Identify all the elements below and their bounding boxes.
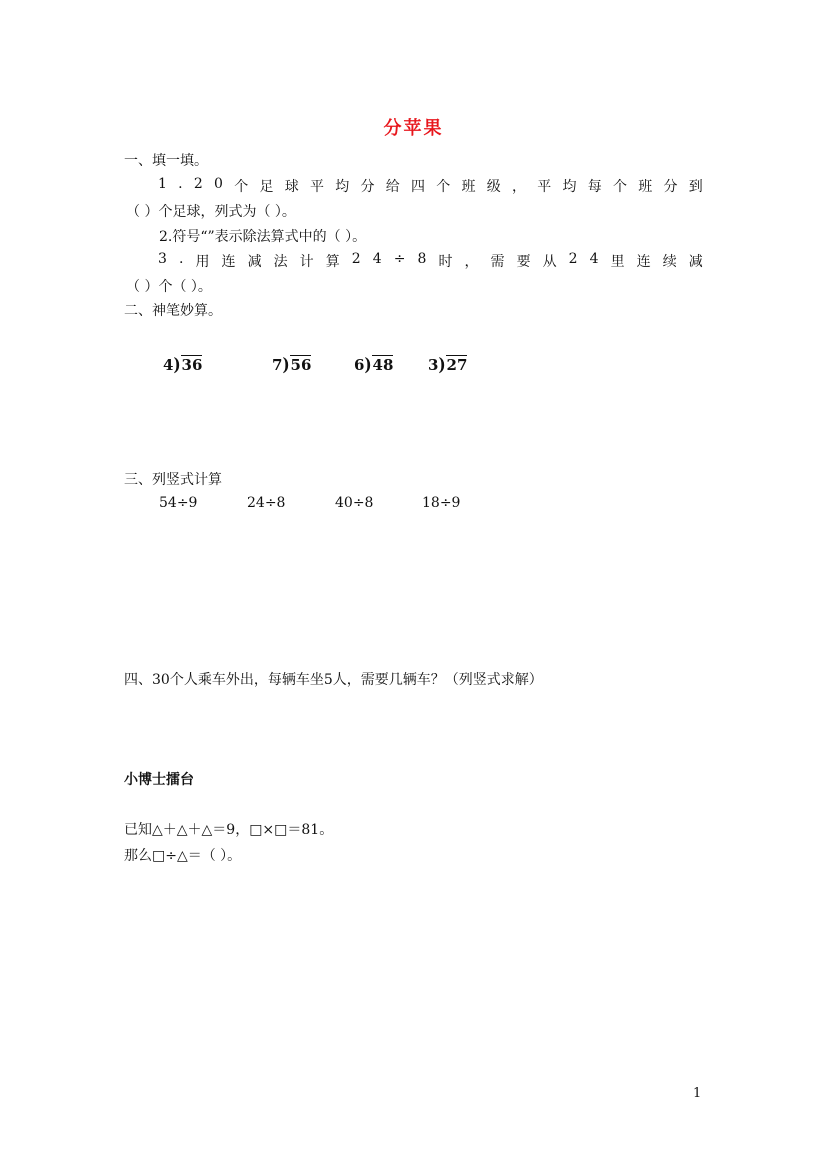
text-char: 分 xyxy=(663,179,678,195)
text-char: 个 xyxy=(612,179,627,195)
text-char: 计 xyxy=(299,254,314,270)
text-char: 要 xyxy=(516,254,531,270)
question-2: 2.符号“”表示除法算式中的（ ）。 xyxy=(159,229,367,245)
text-char: 续 xyxy=(662,254,677,270)
text-char: 需 xyxy=(490,254,505,270)
dividend: 48 xyxy=(372,356,394,374)
text-char: 3 xyxy=(158,251,167,267)
text-char: 用 xyxy=(195,254,210,270)
question-1-line-1 xyxy=(158,176,703,196)
divisor: 6 xyxy=(354,356,365,374)
text-char: 个 xyxy=(436,179,451,195)
text-char: ， xyxy=(511,179,526,195)
bonus-heading: 小博士擂台 xyxy=(124,772,194,788)
text-char: 时 xyxy=(438,254,453,270)
vertical-calc-problem: 40÷8 xyxy=(335,495,374,511)
text-char: 每 xyxy=(587,179,602,195)
text-char: 平 xyxy=(309,179,324,195)
vertical-calc-problem: 54÷9 xyxy=(159,495,198,511)
text-char: ÷ xyxy=(393,251,406,267)
text-char: 从 xyxy=(542,254,557,270)
bonus-line-1: 已知△＋△＋△＝9，□×□＝81。 xyxy=(124,822,334,838)
text-char: 连 xyxy=(636,254,651,270)
text-char: 减 xyxy=(247,254,262,270)
dividend: 36 xyxy=(181,356,203,374)
divisor: 4 xyxy=(163,356,174,374)
vertical-calc-problem: 18÷9 xyxy=(422,495,461,511)
text-char: 给 xyxy=(385,179,400,195)
long-division-problem xyxy=(272,355,311,374)
text-char: 2 xyxy=(193,176,203,192)
division-bracket: ) xyxy=(438,354,446,376)
long-division-problem xyxy=(428,355,467,374)
section-1-heading: 一、填一填。 xyxy=(124,153,208,169)
bonus-line-2: 那么□÷△＝（ ）。 xyxy=(124,848,242,864)
text-char: 法 xyxy=(273,254,288,270)
division-bracket: ) xyxy=(282,354,290,376)
text-char: 足 xyxy=(259,179,274,195)
text-char: 到 xyxy=(688,179,703,195)
divisor: 3 xyxy=(428,356,439,374)
division-bracket: ) xyxy=(364,354,372,376)
text-char: 均 xyxy=(562,179,577,195)
text-char: 班 xyxy=(461,179,476,195)
long-division-problem xyxy=(354,355,393,374)
text-char: 4 xyxy=(372,251,382,267)
vertical-calc-problem: 24÷8 xyxy=(247,495,286,511)
question-3-line-2: （ ）个（ ）。 xyxy=(126,279,212,295)
long-division-problem xyxy=(163,355,202,374)
dividend: 56 xyxy=(290,356,312,374)
text-char: 4 xyxy=(589,251,599,267)
text-char: 平 xyxy=(537,179,552,195)
text-char: . xyxy=(178,176,183,192)
text-char: 分 xyxy=(360,179,375,195)
divisor: 7 xyxy=(272,356,283,374)
text-char: 里 xyxy=(610,254,625,270)
page-number: 1 xyxy=(693,1086,702,1101)
text-char: 算 xyxy=(325,254,340,270)
text-char: 级 xyxy=(486,179,501,195)
text-char: 1 xyxy=(158,176,167,192)
text-char: 2 xyxy=(568,251,578,267)
text-char: 球 xyxy=(284,179,299,195)
text-char: 连 xyxy=(221,254,236,270)
text-char: 班 xyxy=(638,179,653,195)
text-char: 个 xyxy=(234,179,249,195)
section-4-word-problem: 四、30个人乘车外出，每辆车坐5人，需要几辆车？（列竖式求解） xyxy=(124,672,543,688)
text-char: ， xyxy=(464,254,479,270)
text-char: . xyxy=(178,251,184,267)
section-2-heading: 二、神笔妙算。 xyxy=(124,303,222,319)
division-bracket: ) xyxy=(173,354,181,376)
text-char: 四 xyxy=(410,179,425,195)
text-char: 2 xyxy=(351,251,361,267)
text-char: 均 xyxy=(335,179,350,195)
page-title: 分苹果 xyxy=(383,118,444,139)
text-char: 0 xyxy=(214,176,223,192)
text-char: 8 xyxy=(417,251,427,267)
section-3-heading: 三、列竖式计算 xyxy=(124,472,222,488)
text-char: 减 xyxy=(688,254,703,270)
question-1-line-2: （ ）个足球，列式为（ ）。 xyxy=(126,204,296,220)
dividend: 27 xyxy=(446,356,468,374)
question-3-line-1 xyxy=(158,251,703,271)
